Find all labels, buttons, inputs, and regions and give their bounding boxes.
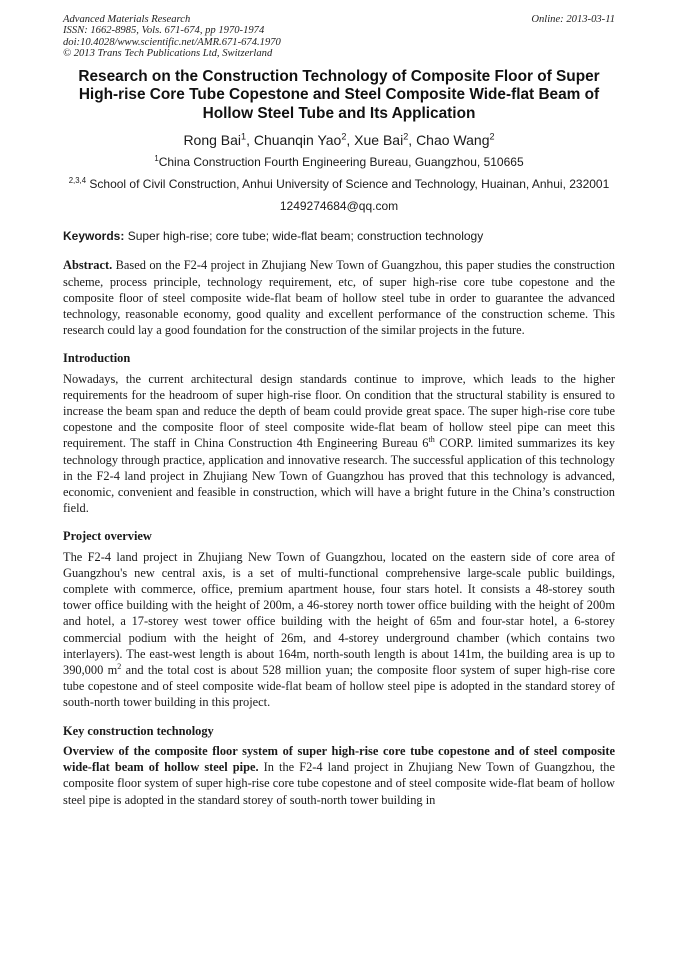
journal-header <box>63 14 615 60</box>
affiliation-text: China Construction Fourth Engineering Bureau, Guangzhou, 510665 <box>158 155 524 170</box>
affiliation-text: School of Civil Construction, Anhui University of Science and Technology, Huainan, Anhui, 232001 <box>89 177 610 192</box>
paragraph-text: CORP. limited summarizes its key technology through practice, application and innovative research. The successful application of this technology in the F2-4 land project in Zhujiang New Town of Guangzhou has proved that this technology is advanced, economic, convenient and feasible in construction, which will have a bright future in the China’s construction field. <box>63 436 615 516</box>
doi-line: doi:10.4028/www.scientific.net/AMR.671-674.1970 <box>63 36 281 48</box>
affiliation <box>63 177 615 192</box>
affiliation <box>63 155 615 170</box>
paragraph-text: In the F2-4 land project in Zhujiang New Town of Guangzhou, the composite floor system of super high-rise core tube copestone and of steel composite wide-flat beam of hollow steel pipe is adopted in the standard storey of south-north tower building in <box>63 760 615 807</box>
author-separator: , <box>408 132 417 149</box>
keywords-label: Keywords: <box>63 229 125 244</box>
section-heading-key-technology: Key construction technology <box>63 723 214 738</box>
paper-title: Research on the Construction Technology of Composite Floor of Super High-rise Core Tube Copestone and Steel Composite Wide-flat Beam of Hollow Steel Tube and Its Application <box>78 67 600 122</box>
keywords <box>63 229 615 244</box>
introduction-paragraph <box>63 371 615 517</box>
section-heading-project-overview: Project overview <box>63 529 152 544</box>
paragraph-text: Nowadays, the current architectural design standards continue to improve, which leads to the higher requirements for the headroom of super high-rise floor. On condition that the structural stability is ensured to increase the beam span and reduce the depth of beam could provide great space. The super high-rise core tube copestone and the composite floor of steel composite wide-flat beam of hollow steel pipe can meet this requirement. The staff in China Construction 4th Engineering Bureau 6 <box>63 371 615 451</box>
author-affiliation-marker: 2 <box>341 131 347 142</box>
abstract-label: Abstract. <box>63 258 113 273</box>
author-affiliation-marker: 1 <box>241 131 247 142</box>
superscript: th <box>428 435 435 445</box>
author-list <box>63 132 615 149</box>
author-name: Rong Bai <box>183 132 242 149</box>
author-separator: , <box>246 132 254 149</box>
abstract-text: Based on the F2-4 project in Zhujiang New Town of Guangzhou, this paper studies the construction scheme, process principle, technology requirement, etc, of super high-rise core tube copestone and the composite floor of steel composite wide-flat beam of hollow steel tube in order to guarantee the advanced technology, reasonable economy, good quality and excellent performance of the construction scheme. This research could lay a good foundation for the construction of the similar projects in the future. <box>63 258 615 338</box>
author-name: Xue Bai <box>354 132 404 149</box>
paragraph-text: The F2-4 land project in Zhujiang New Town of Guangzhou, located on the eastern side of core area of Guangzhou's new central axis, is a set of multi-functional comprehensive large-scale public buildings, complete with commerce, office, premium apartment house, four stars hotel. It consists a 48-storey south tower office building with the height of 200m, a 46-storey north tower office building with the height of 200m and hotel, a 17-storey west tower office building with the height of 65m and four-star hotel, a 6-storey commercial podium with the height of 26m, and 4-storey underground chamber (which contains two interlayers). The east-west length is about 164m, north-south length is about 141m, the building area is up to 390,000 m <box>63 549 615 678</box>
author-email: 1249274684@qq.com <box>279 199 399 214</box>
issn-line: ISSN: 1662-8985, Vols. 671-674, pp 1970-1974 <box>63 25 265 37</box>
affiliation-marker: 1 <box>154 154 159 164</box>
superscript: 2 <box>117 661 122 671</box>
keywords-text: Super high-rise; core tube; wide-flat beam; construction technology <box>127 229 484 244</box>
author-name: Chao Wang <box>416 132 490 149</box>
author-separator: , <box>346 132 355 149</box>
key-technology-paragraph <box>63 743 615 808</box>
paper-page <box>63 14 615 808</box>
affiliation-marker: 2,3,4 <box>68 176 87 186</box>
abstract <box>63 257 615 338</box>
online-date: Online: 2013-03-11 <box>531 14 615 25</box>
section-heading-introduction: Introduction <box>63 351 131 366</box>
author-affiliation-marker: 2 <box>403 131 409 142</box>
author-affiliation-marker: 2 <box>489 131 495 142</box>
paragraph-lead: Overview of the composite floor system of super high-rise core tube copestone and of steel composite wide-flat beam of hollow steel pipe. <box>63 743 615 775</box>
paragraph-text: and the total cost is about 528 million yuan; the composite floor system of super high-rise core tube copestone and of steel composite wide-flat beam of hollow steel pipe is adopted in the standard storey of south-north tower building in this project. <box>63 663 615 710</box>
journal-name: Advanced Materials Research <box>63 14 191 25</box>
author-name: Chuanqin Yao <box>253 132 342 149</box>
copyright-line: © 2013 Trans Tech Publications Ltd, Switzerland <box>63 48 273 60</box>
project-overview-paragraph <box>63 549 615 711</box>
